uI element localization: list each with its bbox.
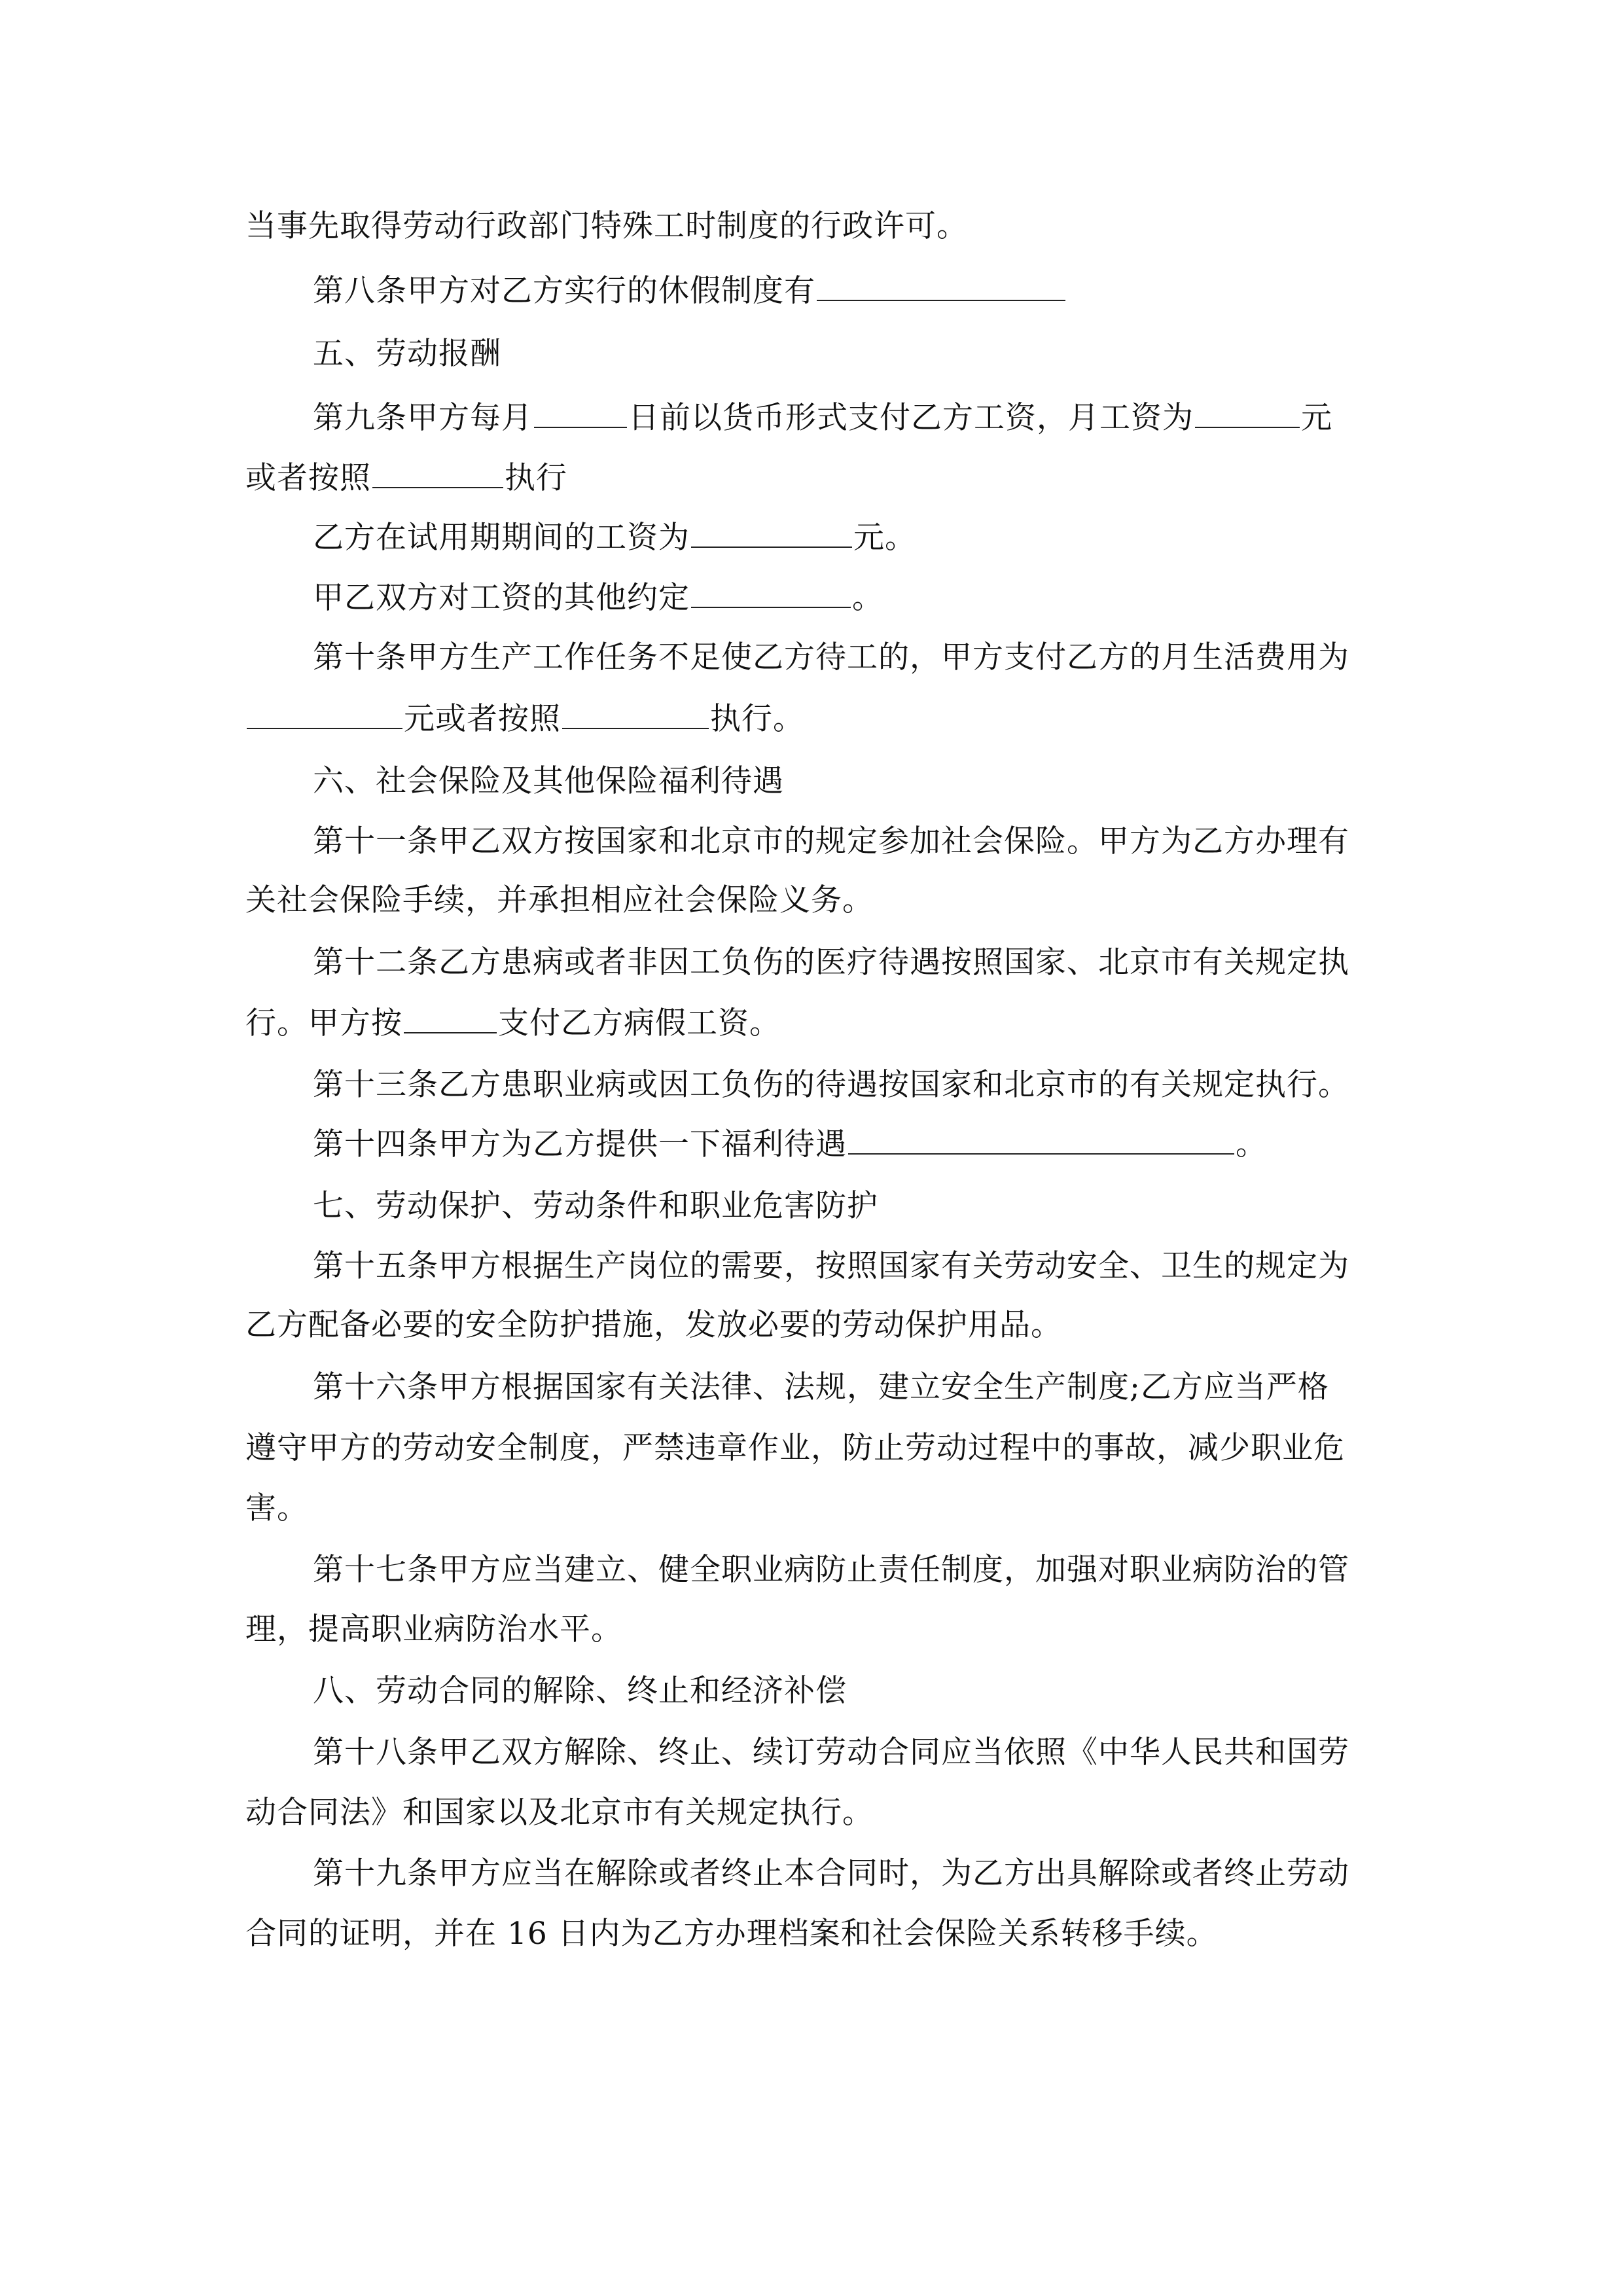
line-text: 当事先取得劳动行政部门特殊工时制度的行政许可。: [245, 208, 968, 244]
line-text: 元。: [853, 520, 916, 556]
line-text: 第十五条甲方根据生产岗位的需要，按照国家有关劳动安全、卫生的规定为: [313, 1248, 1349, 1284]
line-text: 合同的证明，并在 16 日内为乙方办理档案和社会保险关系转移手续。: [245, 1916, 1218, 1952]
line-text: 六、社会保险及其他保险福利待遇: [313, 763, 784, 799]
line-text: 第十六条甲方根据国家有关法律、法规，建立安全生产制度;乙方应当严格: [313, 1369, 1329, 1405]
line-text: 第十七条甲方应当建立、健全职业病防止责任制度，加强对职业病防治的管: [313, 1552, 1349, 1588]
paragraph-line: [313, 334, 1445, 374]
fill-in-blank[interactable]: [848, 1124, 1234, 1155]
paragraph-line: [313, 1733, 1445, 1772]
paragraph-line: [313, 822, 1445, 861]
paragraph-line: [245, 207, 1378, 246]
line-text: 第十三条乙方患职业病或因工负伤的待遇按国家和北京市的有关规定执行。: [313, 1067, 1349, 1103]
fill-in-blank[interactable]: [1195, 398, 1300, 428]
line-text: 或者按照: [245, 460, 371, 496]
line-text: 第十一条甲乙双方按国家和北京市的规定参加社会保险。甲方为乙方办理有: [313, 823, 1349, 859]
fill-in-blank[interactable]: [247, 699, 402, 729]
paragraph-line: [313, 1368, 1445, 1407]
line-text: 第十八条甲乙双方解除、终止、续订劳动合同应当依照《中华人民共和国劳: [313, 1734, 1349, 1770]
fill-in-blank[interactable]: [562, 699, 709, 729]
paragraph-line: [313, 1854, 1445, 1893]
paragraph-line: [245, 1610, 1378, 1649]
paragraph-line: [245, 1914, 1378, 1954]
paragraph-line: [245, 1793, 1378, 1833]
paragraph-line: [313, 578, 1445, 617]
paragraph-line: [313, 1551, 1445, 1590]
line-text: 八、劳动合同的解除、终止和经济补偿: [313, 1673, 847, 1709]
line-text: 第十条甲方生产工作任务不足使乙方待工的，甲方支付乙方的月生活费用为: [313, 639, 1349, 675]
paragraph-line: [313, 1187, 1445, 1226]
paragraph-line: [313, 1247, 1445, 1286]
fill-in-blank[interactable]: [817, 271, 1065, 301]
line-text: 。: [1236, 1126, 1267, 1162]
fill-in-blank[interactable]: [404, 1003, 497, 1033]
paragraph-line: [313, 1672, 1445, 1711]
paragraph-line: [313, 518, 1445, 557]
paragraph-line: [313, 638, 1445, 677]
line-text: 七、劳动保护、劳动条件和职业危害防护: [313, 1188, 878, 1224]
line-text: 害。: [245, 1490, 308, 1526]
line-text: 第十二条乙方患病或者非因工负伤的医疗待遇按照国家、北京市有关规定执: [313, 944, 1349, 980]
line-text: 动合同法》和国家以及北京市有关规定执行。: [245, 1795, 874, 1831]
line-text: 遵守甲方的劳动安全制度，严禁违章作业，防止劳动过程中的事故，减少职业危: [245, 1430, 1345, 1466]
fill-in-blank[interactable]: [534, 398, 627, 428]
line-text: 元: [1301, 400, 1332, 436]
paragraph-line: [313, 762, 1445, 801]
paragraph-line: [245, 699, 1378, 738]
paragraph-line: [245, 1003, 1378, 1043]
line-text: 乙方在试用期期间的工资为: [313, 520, 690, 556]
paragraph-line: [313, 1066, 1445, 1105]
fill-in-blank[interactable]: [372, 458, 503, 488]
fill-in-blank[interactable]: [691, 518, 852, 548]
fill-in-blank[interactable]: [691, 578, 851, 608]
paragraph-line: [245, 881, 1378, 920]
paragraph-line: [245, 458, 1378, 497]
line-text: 甲乙双方对工资的其他约定: [313, 580, 690, 616]
line-text: 五、劳动报酬: [313, 336, 501, 372]
paragraph-line: [245, 1489, 1378, 1528]
paragraph-line: [245, 1429, 1378, 1468]
line-text: 元或者按照: [404, 701, 561, 737]
line-text: 第九条甲方每月: [313, 400, 533, 436]
line-text: 执行: [505, 460, 567, 496]
paragraph-line: [313, 943, 1445, 982]
paragraph-line: [245, 1306, 1378, 1345]
line-text: 第十四条甲方为乙方提供一下福利待遇: [313, 1126, 847, 1162]
line-text: 理，提高职业病防治水平。: [245, 1611, 622, 1647]
line-text: 执行。: [710, 701, 804, 737]
line-text: 乙方配备必要的安全防护措施，发放必要的劳动保护用品。: [245, 1307, 1062, 1343]
line-text: 第八条甲方对乙方实行的休假制度有: [313, 273, 815, 309]
paragraph-line: [313, 271, 1445, 310]
line-text: 第十九条甲方应当在解除或者终止本合同时，为乙方出具解除或者终止劳动: [313, 1856, 1349, 1892]
paragraph-line: [313, 1124, 1445, 1164]
line-text: 关社会保险手续，并承担相应社会保险义务。: [245, 882, 874, 918]
paragraph-line: [313, 398, 1445, 437]
line-text: 。: [852, 580, 883, 616]
line-text: 日前以货币形式支付乙方工资，月工资为: [628, 400, 1194, 436]
line-text: 支付乙方病假工资。: [498, 1005, 781, 1041]
line-text: 行。甲方按: [245, 1005, 402, 1041]
